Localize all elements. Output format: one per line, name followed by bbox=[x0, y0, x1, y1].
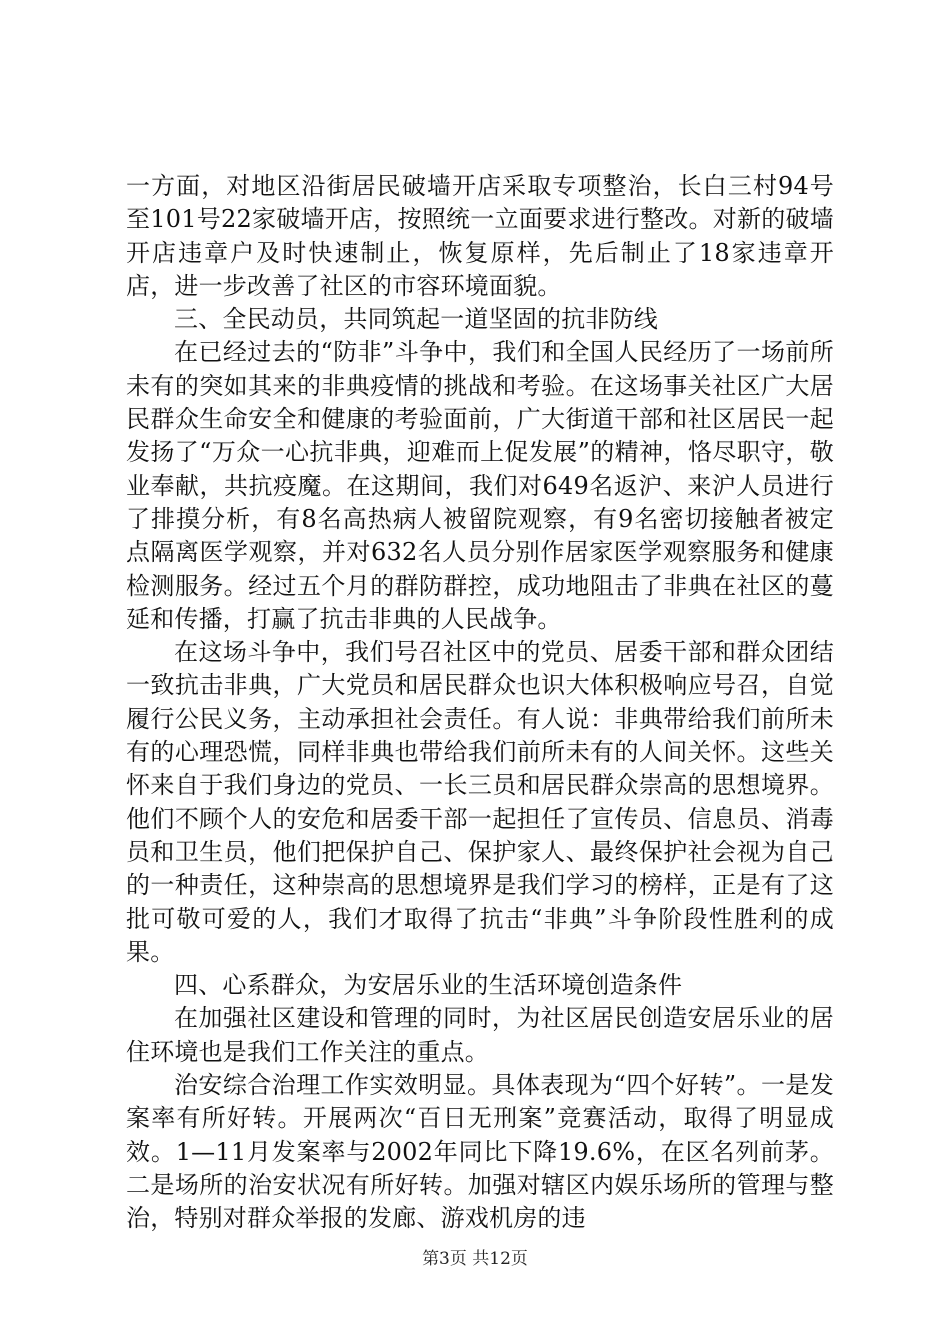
page-number-footer: 第3页 共12页 bbox=[422, 1249, 528, 1269]
paragraph: 在加强社区建设和管理的同时，为社区居民创造安居乐业的居住环境也是我们工作关注的重点。 bbox=[126, 1004, 834, 1066]
section-heading-4: 四、心系群众，为安居乐业的生活环境创造条件 bbox=[174, 971, 683, 1000]
paragraph: 治安综合治理工作实效明显。具体表现为“四个好转”。一是发案率有所好转。开展两次“百日无刑案”竞赛活动，取得了明显成效。1—11月发案率与2002年同比下降19.6%，在区名列前茅。二是场所的治安状况有所好转。加强对辖区内娱乐场所的管理与整治，特别对群众举报的发廊、游戏机房的违 bbox=[126, 1071, 834, 1233]
body-text bbox=[126, 170, 834, 1236]
section-heading-3: 三、全民动员，共同筑起一道坚固的抗非防线 bbox=[174, 305, 658, 334]
paragraph-continued: 一方面，对地区沿街居民破墙开店采取专项整治，长白三村94号至101号22家破墙开店，按照统一立面要求进行整改。对新的破墙开店违章户及时快速制止，恢复原样，先后制止了18家违章开店，进一步改善了社区的市容环境面貌。 bbox=[126, 172, 834, 300]
paragraph: 在已经过去的“防非”斗争中，我们和全国人民经历了一场前所未有的突如其来的非典疫情的挑战和考验。在这场事关社区广大居民群众生命安全和健康的考验面前，广大街道干部和社区居民一起发扬了“万众一心抗非典，迎难而上促发展”的精神，恪尽职守，敬业奉献，共抗疫魔。在这期间，我们对649名返沪、来沪人员进行了排摸分析，有8名高热病人被留院观察，有9名密切接触者被定点隔离医学观察，并对632名人员分别作居家医学观察服务和健康检测服务。经过五个月的群防群控，成功地阻击了非典在社区的蔓延和传播，打赢了抗击非典的人民战争。 bbox=[126, 338, 834, 633]
paragraph: 在这场斗争中，我们号召社区中的党员、居委干部和群众团结一致抗击非典，广大党员和居民群众也识大体积极响应号召，自觉履行公民义务，主动承担社会责任。有人说：非典带给我们前所未有的心理恐慌，同样非典也带给我们前所未有的人间关怀。这些关怀来自于我们身边的党员、一长三员和居民群众崇高的思想境界。他们不顾个人的安危和居委干部一起担任了宣传员、信息员、消毒员和卫生员，他们把保护自己、保护家人、最终保护社会视为自己的一种责任，这种崇高的思想境界是我们学习的榜样，正是有了这批可敬可爱的人，我们才取得了抗击“非典”斗争阶段性胜利的成果。 bbox=[126, 638, 834, 966]
